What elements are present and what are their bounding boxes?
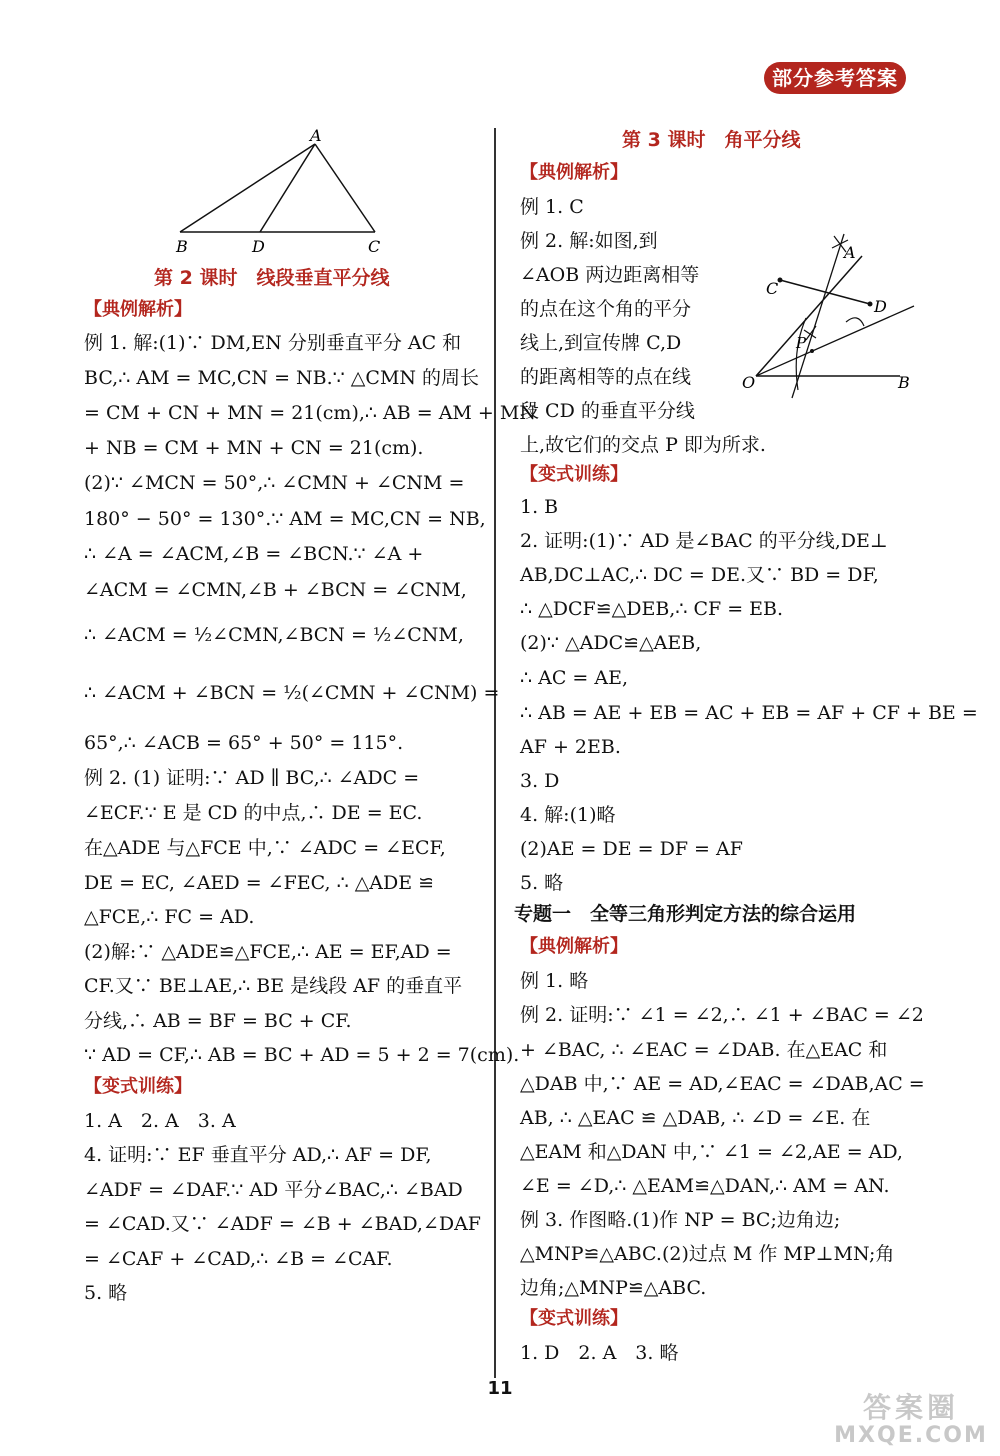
text-line: 上,故它们的交点 P 即为所求. [520, 434, 766, 456]
triangle-figure [170, 128, 400, 258]
text-line: 例 1. C [520, 196, 584, 218]
text-line: ∠AOB 两边距离相等 [520, 264, 700, 286]
text-line: △DAB 中,∵ AE = AD,∠EAC = ∠DAB,AC = [520, 1073, 925, 1095]
lesson-title-3: 第 3 课时 角平分线 [622, 129, 801, 151]
side-ac [315, 144, 375, 232]
text-line: 例 1. 解:(1)∵ DM,EN 分别垂直平分 AC 和 [84, 332, 462, 354]
text-line: 线上,到宣传牌 C,D [520, 332, 682, 354]
label-d: D [874, 297, 887, 316]
text-line: BC,∴ AM = MC,CN = NB.∵ △CMN 的周长 [84, 367, 480, 389]
text-line: 例 2. (1) 证明:∵ AD ∥ BC,∴ ∠ADC = [84, 767, 420, 789]
text-line: ∠E = ∠D,∴ △EAM≌△DAN,∴ AM = AN. [520, 1175, 890, 1197]
text-line: (2)∵ ∠MCN = 50°,∴ ∠CMN + ∠CNM = [84, 472, 465, 494]
text-line: 3. D [520, 770, 560, 792]
text-line: AB,DC⊥AC,∴ DC = DE.又∵ BD = DF, [520, 564, 879, 586]
segment-ad [260, 144, 315, 232]
site-watermark [826, 1392, 996, 1452]
text-line: 边角;△MNP≌△ABC. [520, 1277, 707, 1299]
label-a: A [310, 128, 322, 145]
text-line: = ∠CAF + ∠CAD,∴ ∠B = ∠CAF. [84, 1248, 393, 1270]
text-line: 2. 证明:(1)∵ AD 是∠BAC 的平分线,DE⊥ [520, 530, 888, 552]
text-line: (2)AE = DE = DF = AF [520, 838, 743, 860]
text-line: 的点在这个角的平分 [520, 298, 692, 320]
label-a: A [844, 243, 856, 262]
topic-title: 专题一 全等三角形判定方法的综合运用 [514, 903, 857, 925]
text-line: 180° − 50° = 130°.∵ AM = MC,CN = NB, [84, 508, 486, 530]
tag-example-analysis: 【典例解析】 [520, 936, 628, 957]
text-line: ∴ AB = AE + EB = AC + EB = AF + CF + BE = [520, 702, 978, 724]
text-line: = CM + CN + MN = 21(cm),∴ AB = AM + MN [84, 402, 536, 424]
text-line: 4. 证明:∵ EF 垂直平分 AD,∴ AF = DF, [84, 1144, 432, 1166]
text-line: 5. 略 [520, 872, 564, 894]
label-d: D [252, 237, 265, 256]
text-line: + ∠BAC, ∴ ∠EAC = ∠DAB. 在△EAC 和 [520, 1039, 888, 1061]
text-line: 65°,∴ ∠ACB = 65° + 50° = 115°. [84, 732, 404, 754]
text-line: AB, ∴ △EAC ≌ △DAB, ∴ ∠D = ∠E. 在 [520, 1107, 871, 1129]
text-line: DE = EC, ∠AED = ∠FEC, ∴ △ADE ≌ [84, 872, 435, 894]
watermark-logo-text: 答案圈 [862, 1391, 959, 1424]
tag-example-analysis: 【典例解析】 [84, 299, 192, 320]
text-line: 1. B [520, 496, 559, 518]
point-d [868, 302, 873, 307]
text-line: ∴ ∠A = ∠ACM,∠B = ∠BCN.∵ ∠A + [84, 543, 424, 565]
answer-section-badge: 部分参考答案 [764, 62, 906, 94]
perpendicular-bisector [792, 234, 844, 398]
tag-variant-practice: 【变式训练】 [84, 1076, 192, 1097]
text-line: CF.又∵ BE⊥AE,∴ BE 是线段 AF 的垂直平 [84, 975, 463, 997]
text-line: 例 2. 证明:∵ ∠1 = ∠2,∴ ∠1 + ∠BAC = ∠2 [520, 1004, 924, 1026]
text-line: ∠ADF = ∠DAF.∵ AD 平分∠BAC,∴ ∠BAD [84, 1179, 463, 1201]
text-line: 在△ADE 与△FCE 中,∵ ∠ADC = ∠ECF, [84, 837, 446, 859]
point-c [778, 278, 783, 283]
label-c: C [766, 279, 779, 298]
text-line: 5. 略 [84, 1282, 128, 1304]
bisector-line [756, 306, 914, 376]
text-line: △FCE,∴ FC = AD. [84, 906, 255, 928]
text-line: + NB = CM + MN + CN = 21(cm). [84, 437, 424, 459]
text-line: ∠ECF.∵ E 是 CD 的中点,∴ DE = EC. [84, 802, 423, 824]
text-line: (2)解:∵ △ADE≌△FCE,∴ AE = EF,AD = [84, 941, 452, 963]
label-o: O [742, 373, 756, 392]
column-divider [494, 128, 496, 1378]
tag-example-analysis: 【典例解析】 [520, 162, 628, 183]
label-c: C [368, 237, 381, 256]
construction-arc-right [846, 318, 864, 326]
text-line: 例 2. 解:如图,到 [520, 230, 658, 252]
text-line: 例 1. 略 [520, 970, 589, 992]
watermark-domain: MXQE.COM [834, 1423, 988, 1448]
label-p: P [796, 334, 807, 352]
ray-oa [756, 256, 862, 376]
text-line: AF + 2EB. [520, 736, 621, 758]
text-line: ∴ ∠ACM = ½∠CMN,∠BCN = ½∠CNM, [84, 624, 464, 646]
text-line: ∴ AC = AE, [520, 667, 629, 689]
tag-variant-practice: 【变式训练】 [520, 1308, 628, 1329]
text-line: 例 3. 作图略.(1)作 NP = BC;边角边; [520, 1209, 841, 1231]
lesson-title-2: 第 2 课时 线段垂直平分线 [154, 267, 390, 289]
text-line: 分线,∴ AB = BF = BC + CF. [84, 1010, 352, 1032]
text-line: 1. A 2. A 3. A [84, 1110, 236, 1132]
angle-bisector-figure [736, 226, 920, 406]
text-line: ∴ △DCF≌△DEB,∴ CF = EB. [520, 598, 784, 620]
text-line: ∠ACM = ∠CMN,∠B + ∠BCN = ∠CNM, [84, 579, 467, 601]
text-line: ∵ AD = CF,∴ AB = BC + AD = 5 + 2 = 7(cm). [84, 1044, 520, 1066]
label-b: B [898, 373, 910, 392]
label-b: B [176, 237, 188, 256]
text-line: 的距离相等的点在线 [520, 366, 692, 388]
text-line: 段 CD 的垂直平分线 [520, 400, 695, 422]
text-line: 1. D 2. A 3. 略 [520, 1342, 679, 1364]
side-ab [180, 144, 315, 232]
page-number: 11 [487, 1378, 513, 1399]
text-line: = ∠CAD.又∵ ∠ADF = ∠B + ∠BAD,∠DAF [84, 1213, 481, 1235]
text-line: (2)∵ △ADC≌△AEB, [520, 632, 702, 654]
text-line: △EAM 和△DAN 中,∵ ∠1 = ∠2,AE = AD, [520, 1141, 903, 1163]
tag-variant-practice: 【变式训练】 [520, 464, 628, 485]
text-line: △MNP≌△ABC.(2)过点 M 作 MP⊥MN;角 [520, 1243, 895, 1265]
text-line: ∴ ∠ACM + ∠BCN = ½(∠CMN + ∠CNM) = [84, 682, 500, 704]
text-line: 4. 解:(1)略 [520, 804, 616, 826]
point-p [810, 349, 814, 353]
